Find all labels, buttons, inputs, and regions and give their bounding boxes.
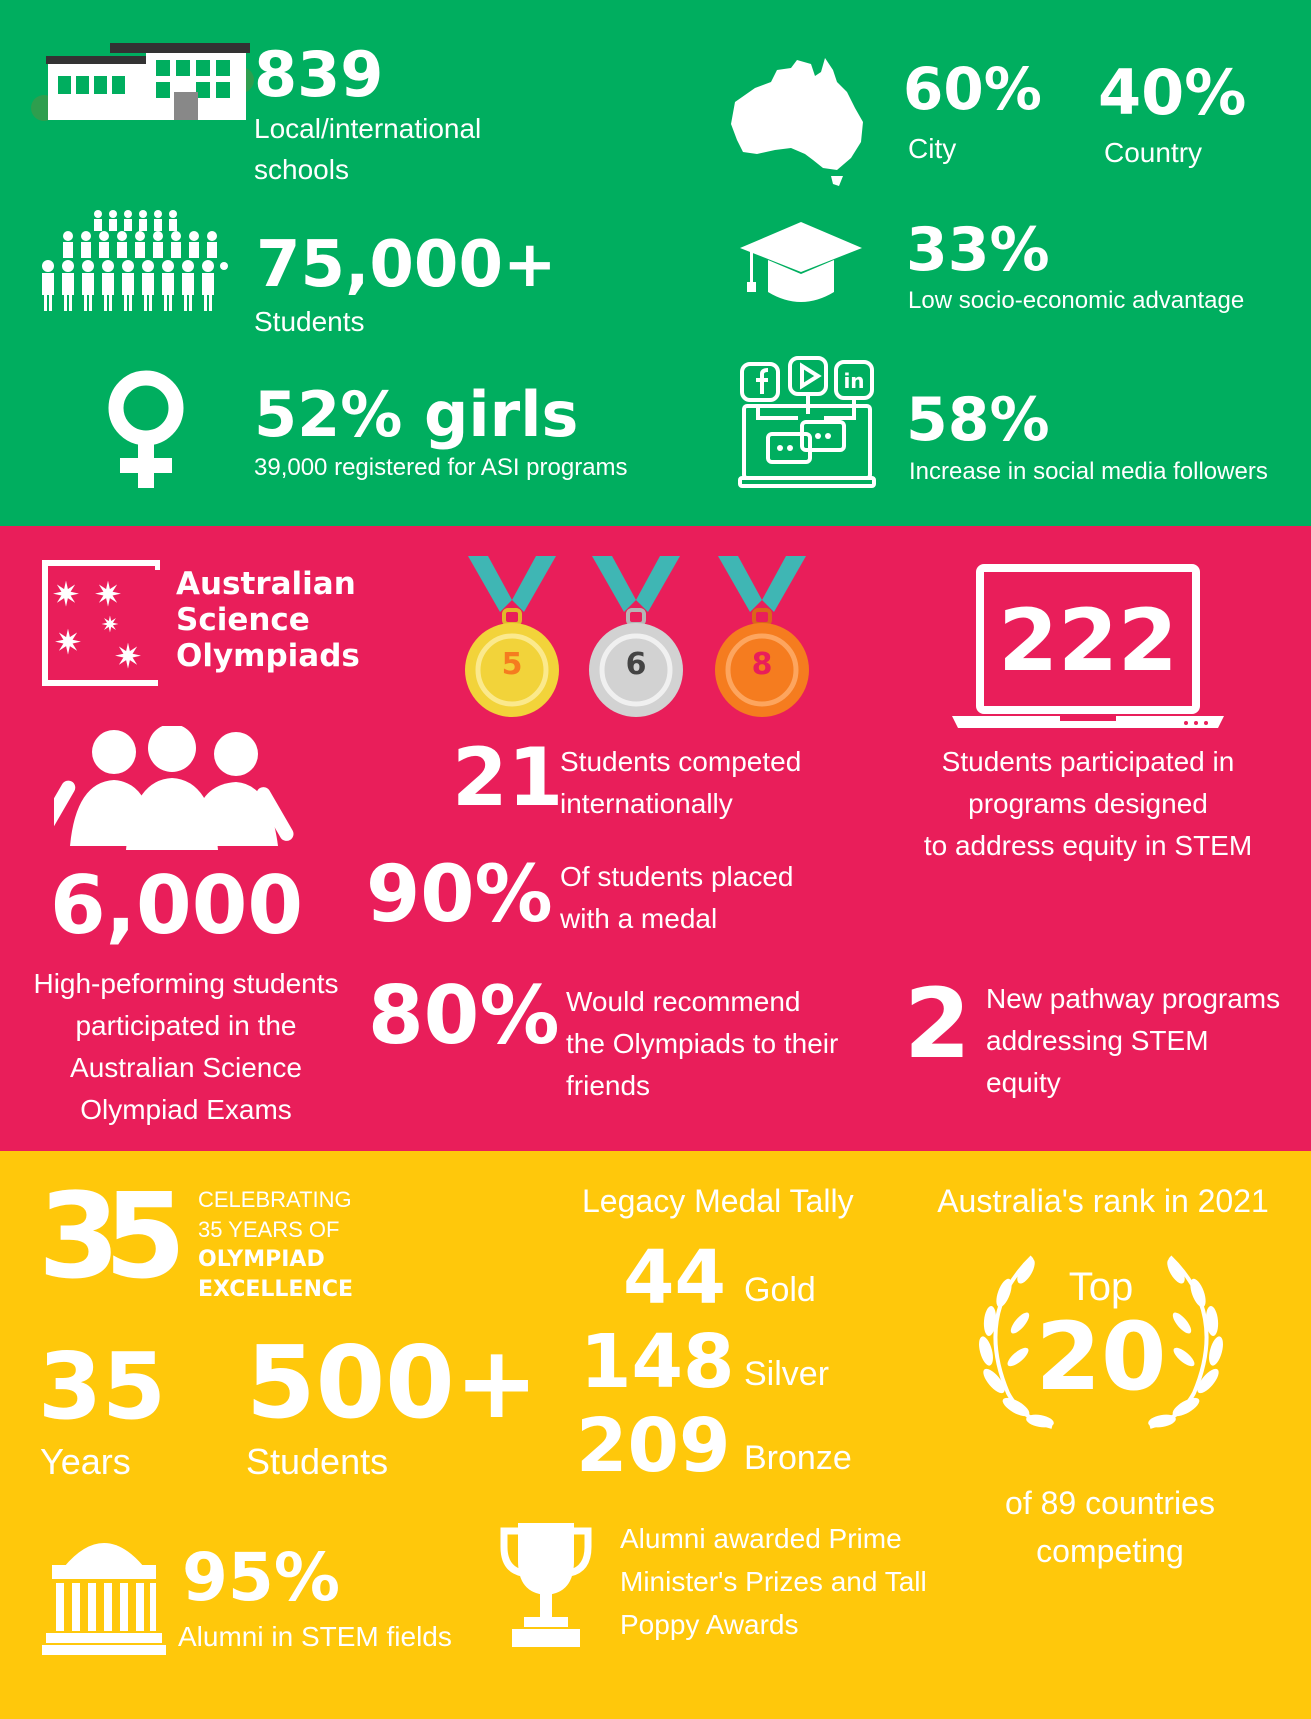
alumni-students-label: Students [246, 1441, 389, 1482]
recommend-percent: 80% [368, 969, 560, 1062]
trophy-icon [500, 1517, 592, 1651]
schools-label: Local/international schools [254, 113, 482, 185]
low-ses-label: Low socio-economic advantage [908, 287, 1245, 314]
aso-logo-line1: Australian [176, 566, 356, 602]
tally-title: Legacy Medal Tally [582, 1183, 854, 1219]
rank-label: of 89 countries competing [1005, 1485, 1215, 1569]
schools-count: 839 [254, 38, 384, 111]
rank-top-label: Top [1068, 1265, 1134, 1309]
low-ses-percent: 33% [906, 215, 1050, 285]
medal-rate-label: Of students placed with a medal [560, 861, 794, 934]
alumni-students-count: 500+ [246, 1324, 539, 1441]
equity-label-line1: Students participated in [941, 746, 1235, 777]
students-label: Students [254, 306, 365, 337]
school-building-icon [26, 40, 256, 122]
crowd-icon [38, 208, 228, 313]
rank-title: Australia's rank in 2021 [937, 1183, 1269, 1219]
tally-silver-label: Silver [744, 1355, 830, 1393]
girls-label: 39,000 registered for ASI programs [254, 454, 628, 481]
olympiads-section [0, 526, 1311, 1151]
city-label: City [908, 133, 957, 164]
rank-value: 20 [1035, 1303, 1167, 1412]
aso-logo-line3: Olympiads [176, 638, 360, 674]
stem-percent: 95% [182, 1539, 340, 1616]
svg-text:✷: ✷ [100, 613, 120, 638]
equity-label-line3: to address equity in STEM [923, 830, 1253, 861]
students-count: 75,000+ [256, 228, 557, 302]
tally-bronze-count: 209 [576, 1403, 731, 1489]
bronze-medal-icon [715, 556, 809, 717]
svg-text:in: in [843, 369, 865, 393]
anniversary-line2: 35 YEARS OF [198, 1217, 340, 1242]
silver-medal-count: 6 [625, 647, 647, 682]
awards-label: Alumni awarded Prime Minister's Prizes and Tall Poppy Awards [620, 1523, 927, 1640]
stem-label: Alumni in STEM fields [178, 1621, 452, 1652]
international-count: 21 [452, 731, 564, 824]
country-label: Country [1104, 137, 1203, 168]
tally-silver-count: 148 [580, 1319, 735, 1405]
stats-section [0, 0, 1311, 526]
equity-label [900, 741, 1276, 867]
medal-rate-percent: 90% [366, 850, 553, 940]
female-symbol-icon [104, 368, 188, 490]
svg-text:✷: ✷ [93, 575, 123, 615]
silver-medal-icon [589, 556, 683, 717]
gold-medal-icon [465, 556, 559, 717]
anniversary-line1: CELEBRATING [198, 1187, 352, 1212]
southern-cross-logo-icon [40, 558, 160, 686]
international-label: Students competed internationally [560, 746, 802, 819]
svg-text:✷: ✷ [53, 623, 83, 663]
gold-medal-count: 5 [501, 647, 523, 682]
australia-map-icon [725, 52, 870, 188]
social-media-laptop-icon [738, 356, 878, 490]
years-label: Years [40, 1441, 131, 1482]
equity-count: 222 [998, 591, 1178, 691]
tally-gold-count: 44 [623, 1235, 726, 1321]
anniversary-number: 35 [38, 1167, 171, 1305]
social-label: Increase in social media followers [909, 458, 1268, 485]
people-group-icon [54, 726, 294, 850]
recommend-label: Would recommend the Olympiads to their friends [566, 986, 839, 1101]
pathways-count: 2 [904, 968, 971, 1080]
graduation-cap-icon [738, 220, 864, 306]
city-percent: 60% [903, 55, 1042, 123]
pathways-label: New pathway programs addressing STEM equity [986, 983, 1281, 1098]
bronze-medal-count: 8 [751, 647, 773, 682]
participants-label: High-peforming students participated in the Australian Science Olympiad Exams [33, 968, 339, 1125]
anniversary-caption [198, 1185, 353, 1305]
participants-count: 6,000 [49, 859, 304, 952]
social-percent: 58% [906, 385, 1050, 455]
anniversary-line3: OLYMPIAD [198, 1247, 325, 1272]
tally-gold-label: Gold [744, 1271, 816, 1309]
equity-label-line2: programs designed [968, 788, 1208, 819]
svg-text:✷: ✷ [113, 637, 143, 677]
legacy-section [0, 1151, 1311, 1719]
svg-text:✷: ✷ [51, 575, 81, 615]
anniversary-line4: EXCELLENCE [198, 1277, 354, 1302]
girls-percent: 52% girls [254, 378, 579, 451]
aso-logo-text [176, 566, 360, 674]
years-count: 35 [38, 1333, 167, 1440]
tally-bronze-label: Bronze [744, 1439, 852, 1477]
aso-logo-line2: Science [176, 602, 310, 638]
university-building-icon [42, 1527, 166, 1655]
country-percent: 40% [1098, 56, 1247, 129]
